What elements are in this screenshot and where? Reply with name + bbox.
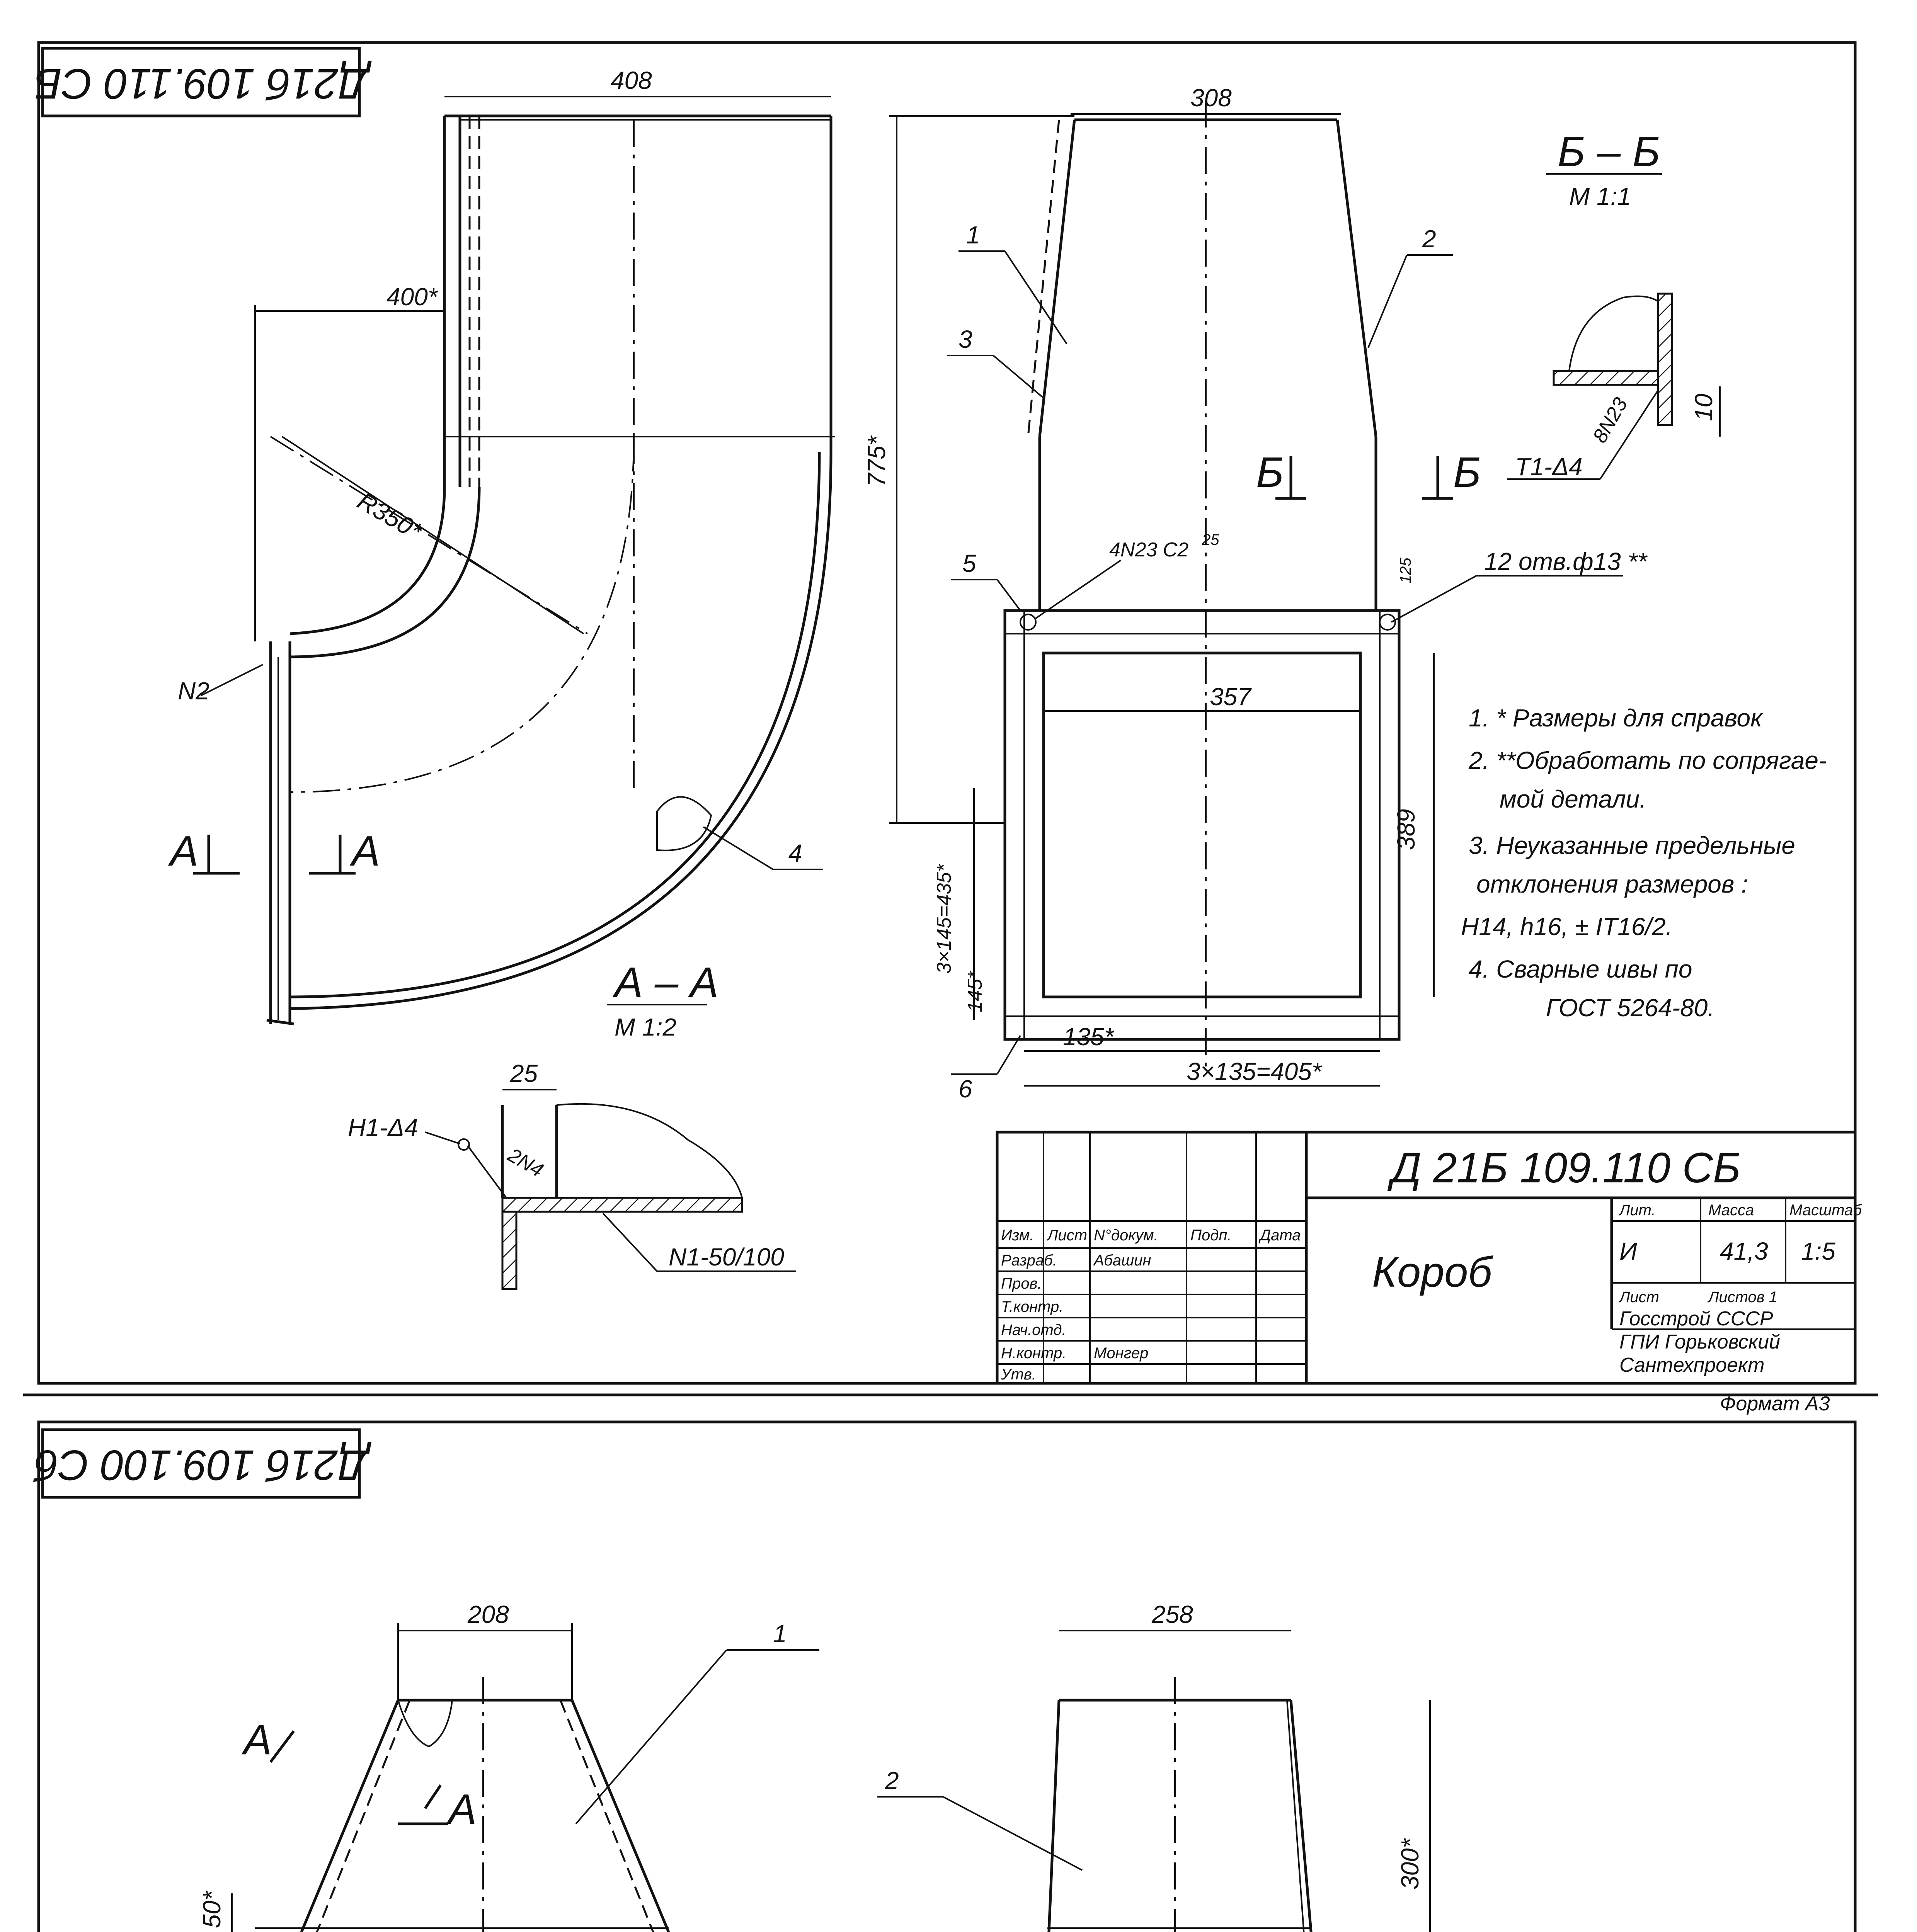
- box-view: [863, 84, 1648, 1103]
- section-bb-scale: М 1:1: [1569, 182, 1631, 210]
- roughness-25: 25: [1202, 531, 1219, 548]
- callout-2: 2: [1422, 225, 1436, 253]
- section-s2-a2: A: [448, 1786, 477, 1833]
- elbow-view: [168, 66, 835, 1024]
- dim-208: 208: [468, 1600, 509, 1628]
- title-block-sheet1: [997, 1132, 1862, 1415]
- weld-t1-bb: Т1-Δ4: [1515, 453, 1583, 481]
- dim-3x135: 3×135=405*: [1187, 1058, 1321, 1085]
- weld-leg-8: 8N23: [1588, 394, 1632, 447]
- dim-775: 775*: [863, 436, 890, 487]
- sheet1-stamp: [34, 48, 372, 116]
- tb1-scale-label: Масштаб: [1789, 1202, 1862, 1219]
- callout-5: 5: [962, 549, 976, 577]
- callout-n1-50-100: N1-50/100: [669, 1243, 784, 1271]
- dim-125: 125: [1397, 558, 1414, 583]
- callout-no2: N2: [178, 677, 209, 705]
- tb1-name: Короб: [1372, 1248, 1492, 1296]
- dim-25: 25: [510, 1060, 538, 1087]
- section-b-right: Б: [1453, 449, 1481, 496]
- tb1-h-sign: Подп.: [1190, 1227, 1232, 1244]
- dim-145: 145*: [964, 971, 986, 1012]
- dim-r350: R350*: [353, 486, 427, 546]
- transition-view: [198, 1600, 819, 1932]
- tb1-lit: И: [1619, 1237, 1637, 1265]
- dim-357: 357: [1210, 683, 1251, 711]
- tb1-sheets-label: Листов 1: [1708, 1289, 1778, 1306]
- note1-line4: 3. Неуказанные предельные: [1469, 832, 1795, 859]
- tb1-org1: Госстрой СССР: [1619, 1308, 1773, 1330]
- section-s2-a1: A: [243, 1716, 272, 1764]
- notes-sheet1: [1461, 704, 1827, 1022]
- note1-line5: отклонения размеров :: [1476, 870, 1748, 898]
- dim-258: 258: [1152, 1600, 1193, 1628]
- tb1-r-tkontr: Т.контр.: [1001, 1298, 1064, 1315]
- callout-3: 3: [958, 325, 972, 353]
- tb1-name-razrab: Абашин: [1094, 1252, 1151, 1269]
- note1-line6: Н14, h16, ± IT16/2.: [1461, 913, 1673, 940]
- sheet-1: [23, 43, 1878, 1415]
- note1-line3: мой детали.: [1500, 785, 1647, 813]
- tb1-sheet-label: Лист: [1619, 1289, 1659, 1306]
- sheet1-stamp-text: Д21б 109.110 СБ: [34, 60, 368, 107]
- weld-h1: Н1-Δ4: [348, 1114, 418, 1141]
- note1-line2: 2. **Обработать по сопрягае-: [1469, 747, 1827, 774]
- tb1-r-nach: Нач.отд.: [1001, 1321, 1066, 1338]
- section-aa-sheet1: [348, 959, 796, 1289]
- tb1-mass: 41,3: [1720, 1237, 1768, 1265]
- tb1-r-prov: Пров.: [1001, 1275, 1042, 1292]
- dim-389: 389: [1392, 809, 1420, 850]
- tb1-r-razrab: Разраб.: [1001, 1252, 1057, 1269]
- section-aa-scale: М 1:2: [615, 1013, 677, 1041]
- tb1-h-date: Дата: [1260, 1227, 1301, 1244]
- tb1-h-doc: N°докум.: [1094, 1227, 1158, 1244]
- section-b-left: Б: [1256, 449, 1284, 496]
- section-a-left: A: [170, 827, 199, 875]
- section-bb: [1507, 128, 1720, 481]
- dim-400: 400*: [386, 283, 438, 311]
- tb1-doc-code: Д 21Б 109.110 СБ: [1391, 1144, 1741, 1192]
- section-a-right: A: [352, 827, 380, 875]
- tb1-r-utv: Утв.: [1001, 1366, 1036, 1383]
- tb1-scale: 1:5: [1801, 1237, 1835, 1265]
- callout-6: 6: [958, 1075, 972, 1103]
- tb1-name-nkontr: Монгер: [1094, 1345, 1149, 1362]
- tb1-h-izm: Изм.: [1001, 1227, 1034, 1244]
- section-aa-title: А – А: [615, 959, 719, 1006]
- weld-leg-2n4: 2N4: [504, 1144, 547, 1182]
- callout-4: 4: [788, 839, 802, 867]
- note1-line8: ГОСТ 5264-80.: [1546, 994, 1715, 1022]
- part-2-view: [877, 1600, 1430, 1932]
- callout-s2-2: 2: [885, 1767, 899, 1794]
- tb1-mass-label: Масса: [1708, 1202, 1754, 1219]
- dim-10-bb: 10: [1690, 393, 1718, 421]
- callout-s2-1: 1: [773, 1620, 787, 1648]
- sheet2-stamp: [33, 1430, 372, 1497]
- tb1-lit-label: Лит.: [1619, 1202, 1656, 1219]
- section-bb-title: Б – Б: [1558, 128, 1660, 175]
- tb1-org2: ГПИ Горьковский: [1619, 1331, 1781, 1353]
- callout-holes: 12 отв.ф13 **: [1484, 548, 1647, 575]
- callout-1: 1: [966, 221, 980, 249]
- dim-135: 135*: [1063, 1023, 1114, 1051]
- dim-408-top: 408: [611, 66, 652, 94]
- note1-line1: 1. * Размеры для справок: [1469, 704, 1762, 732]
- sheet-2: [33, 1422, 1862, 1932]
- tb1-org3: Сантехпроект: [1619, 1354, 1765, 1376]
- tb1-format: Формат А3: [1720, 1393, 1830, 1415]
- dim-300: 300*: [1396, 1838, 1424, 1889]
- sheet2-stamp-text: Д21б 109.100 Сб: [34, 1441, 368, 1489]
- weld-c2: 4N23 C2: [1109, 539, 1189, 561]
- tb1-h-list: Лист: [1047, 1227, 1087, 1244]
- note1-line7: 4. Сварные швы по: [1469, 955, 1692, 983]
- dim-3x145: 3×145=435*: [933, 864, 955, 974]
- tb1-r-nkontr: Н.контр.: [1001, 1345, 1067, 1362]
- dim-50: 50*: [198, 1891, 226, 1928]
- dim-308: 308: [1190, 84, 1232, 112]
